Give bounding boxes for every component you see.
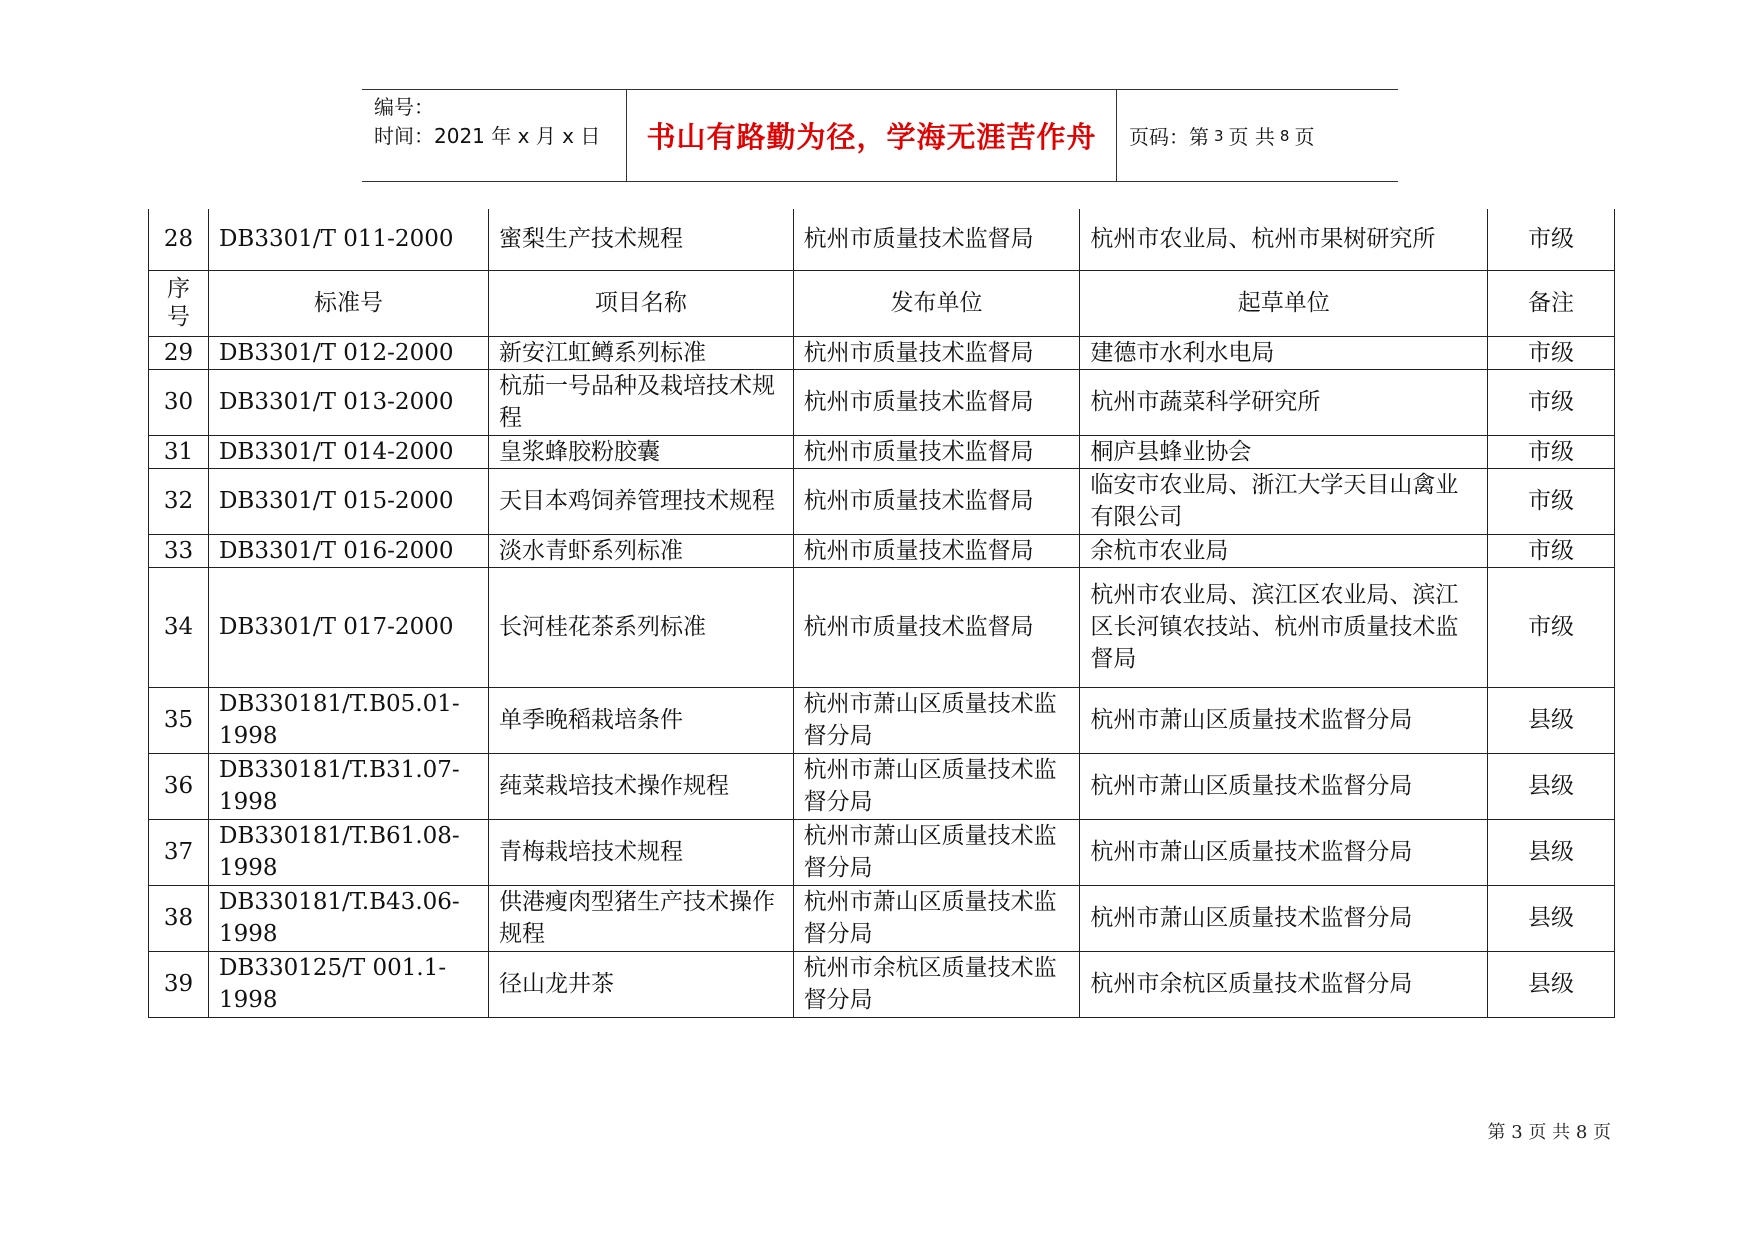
table-row <box>149 819 1615 885</box>
cell-number: 33 <box>149 534 209 567</box>
cell-project-name: 青梅栽培技术规程 <box>488 819 793 885</box>
cell-remark: 市级 <box>1488 336 1615 369</box>
cell-remark: 市级 <box>1488 435 1615 468</box>
cell-drafter: 建德市水利水电局 <box>1080 336 1488 369</box>
cell-drafter: 余杭市农业局 <box>1080 534 1488 567</box>
standards-table <box>148 209 1615 1018</box>
cell-number: 36 <box>149 753 209 819</box>
cell-remark: 县级 <box>1488 753 1615 819</box>
cell-remark: 县级 <box>1488 885 1615 951</box>
table-row <box>149 567 1615 687</box>
cell-drafter: 杭州市农业局、杭州市果树研究所 <box>1080 209 1488 270</box>
table-row <box>149 435 1615 468</box>
cell-drafter: 杭州市萧山区质量技术监督分局 <box>1080 753 1488 819</box>
column-header-drafter: 起草单位 <box>1080 270 1488 336</box>
cell-drafter: 杭州市萧山区质量技术监督分局 <box>1080 687 1488 753</box>
cell-remark: 县级 <box>1488 951 1615 1017</box>
table-row <box>149 209 1615 270</box>
doc-time-label: 时间：2021 年 x 月 x 日 <box>374 124 601 148</box>
table-row <box>149 951 1615 1017</box>
cell-number: 28 <box>149 209 209 270</box>
cell-publisher: 杭州市质量技术监督局 <box>793 567 1080 687</box>
cell-standard-code: DB3301/T 012-2000 <box>208 336 488 369</box>
cell-standard-code: DB3301/T 016-2000 <box>208 534 488 567</box>
cell-standard-code: DB3301/T 013-2000 <box>208 369 488 435</box>
cell-project-name: 淡水青虾系列标准 <box>488 534 793 567</box>
cell-standard-code: DB3301/T 014-2000 <box>208 435 488 468</box>
column-header-number: 序号 <box>149 270 209 336</box>
cell-project-name: 蜜梨生产技术规程 <box>488 209 793 270</box>
cell-standard-code: DB3301/T 011-2000 <box>208 209 488 270</box>
column-header-project-name: 项目名称 <box>488 270 793 336</box>
cell-standard-code: DB330181/T.B43.06-1998 <box>208 885 488 951</box>
table-row <box>149 468 1615 534</box>
cell-publisher: 杭州市余杭区质量技术监督分局 <box>793 951 1080 1017</box>
table-row <box>149 534 1615 567</box>
header-motto: 书山有路勤为径，学海无涯苦作舟 <box>627 90 1117 181</box>
table-row <box>149 885 1615 951</box>
cell-drafter: 临安市农业局、浙江大学天目山禽业有限公司 <box>1080 468 1488 534</box>
cell-remark: 市级 <box>1488 369 1615 435</box>
cell-number: 39 <box>149 951 209 1017</box>
cell-project-name: 天目本鸡饲养管理技术规程 <box>488 468 793 534</box>
table-row <box>149 753 1615 819</box>
table-row <box>149 336 1615 369</box>
cell-remark: 市级 <box>1488 534 1615 567</box>
cell-project-name: 杭茄一号品种及栽培技术规程 <box>488 369 793 435</box>
cell-drafter: 杭州市萧山区质量技术监督分局 <box>1080 819 1488 885</box>
cell-remark: 县级 <box>1488 687 1615 753</box>
cell-project-name: 单季晚稻栽培条件 <box>488 687 793 753</box>
cell-remark: 市级 <box>1488 209 1615 270</box>
column-header-publisher: 发布单位 <box>793 270 1080 336</box>
cell-number: 35 <box>149 687 209 753</box>
cell-number: 32 <box>149 468 209 534</box>
cell-standard-code: DB330181/T.B05.01-1998 <box>208 687 488 753</box>
page-footer: 第 3 页 共 8 页 <box>1487 1122 1611 1143</box>
cell-publisher: 杭州市萧山区质量技术监督分局 <box>793 885 1080 951</box>
cell-publisher: 杭州市萧山区质量技术监督分局 <box>793 687 1080 753</box>
cell-drafter: 杭州市萧山区质量技术监督分局 <box>1080 885 1488 951</box>
cell-standard-code: DB3301/T 015-2000 <box>208 468 488 534</box>
doc-number-label: 编号： <box>374 95 434 119</box>
cell-publisher: 杭州市质量技术监督局 <box>793 336 1080 369</box>
cell-number: 38 <box>149 885 209 951</box>
page-prefix: 页码：第 <box>1129 125 1209 149</box>
cell-publisher: 杭州市质量技术监督局 <box>793 468 1080 534</box>
cell-drafter: 桐庐县蜂业协会 <box>1080 435 1488 468</box>
column-header-standard-code: 标准号 <box>208 270 488 336</box>
cell-project-name: 莼菜栽培技术操作规程 <box>488 753 793 819</box>
cell-drafter: 杭州市余杭区质量技术监督分局 <box>1080 951 1488 1017</box>
cell-number: 34 <box>149 567 209 687</box>
cell-standard-code: DB330181/T.B31.07-1998 <box>208 753 488 819</box>
page-header <box>362 89 1398 182</box>
cell-publisher: 杭州市质量技术监督局 <box>793 369 1080 435</box>
cell-number: 30 <box>149 369 209 435</box>
table-header-row <box>149 270 1615 336</box>
cell-drafter: 杭州市农业局、滨江区农业局、滨江区长河镇农技站、杭州市质量技术监督局 <box>1080 567 1488 687</box>
cell-publisher: 杭州市质量技术监督局 <box>793 435 1080 468</box>
cell-project-name: 径山龙井茶 <box>488 951 793 1017</box>
cell-publisher: 杭州市质量技术监督局 <box>793 534 1080 567</box>
cell-number: 37 <box>149 819 209 885</box>
page-mid: 页 共 <box>1228 125 1275 149</box>
page-current: 3 <box>1214 126 1224 145</box>
cell-standard-code: DB330125/T 001.1-1998 <box>208 951 488 1017</box>
page-suffix: 页 <box>1294 125 1315 149</box>
cell-remark: 市级 <box>1488 567 1615 687</box>
cell-remark: 县级 <box>1488 819 1615 885</box>
cell-project-name: 长河桂花茶系列标准 <box>488 567 793 687</box>
table-row <box>149 687 1615 753</box>
cell-standard-code: DB3301/T 017-2000 <box>208 567 488 687</box>
cell-publisher: 杭州市质量技术监督局 <box>793 209 1080 270</box>
table-row <box>149 369 1615 435</box>
header-page-info <box>1117 90 1398 181</box>
cell-drafter: 杭州市蔬菜科学研究所 <box>1080 369 1488 435</box>
header-meta <box>362 90 627 181</box>
cell-number: 31 <box>149 435 209 468</box>
cell-publisher: 杭州市萧山区质量技术监督分局 <box>793 819 1080 885</box>
column-header-remark: 备注 <box>1488 270 1615 336</box>
cell-project-name: 新安江虹鳟系列标准 <box>488 336 793 369</box>
cell-publisher: 杭州市萧山区质量技术监督分局 <box>793 753 1080 819</box>
page-total: 8 <box>1279 126 1290 145</box>
cell-standard-code: DB330181/T.B61.08-1998 <box>208 819 488 885</box>
cell-project-name: 供港瘦肉型猪生产技术操作规程 <box>488 885 793 951</box>
cell-remark: 市级 <box>1488 468 1615 534</box>
cell-project-name: 皇浆蜂胶粉胶囊 <box>488 435 793 468</box>
cell-number: 29 <box>149 336 209 369</box>
